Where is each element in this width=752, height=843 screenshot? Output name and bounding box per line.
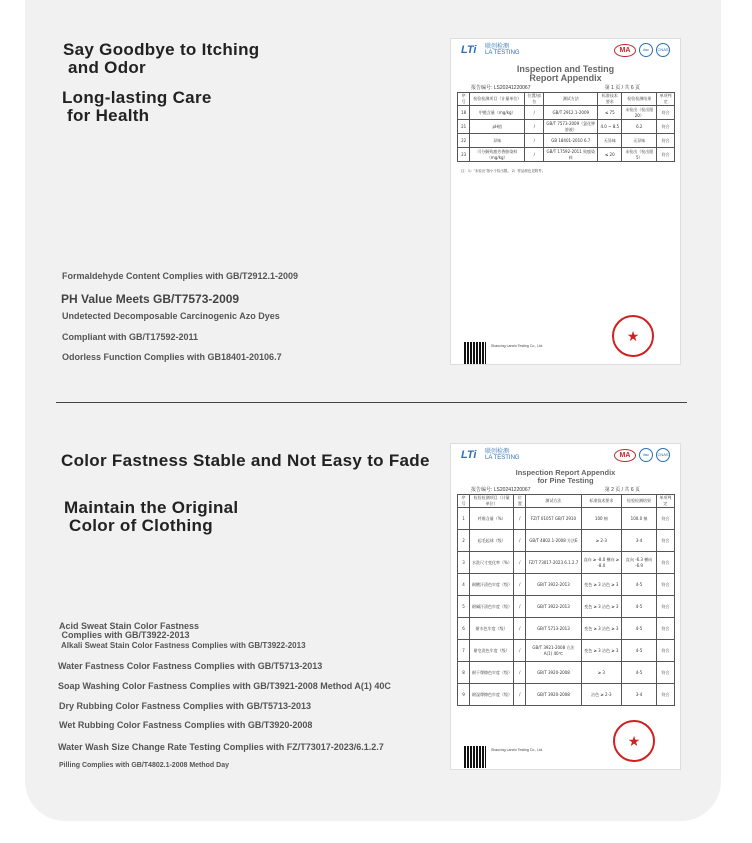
table-cell: 8 [458,662,470,684]
table-cell: 18 [458,106,470,120]
table-cell: 直向 ≥ -8.0 横向 ≥ -8.0 [581,552,622,574]
table-cell: ≥ 3 [581,662,622,684]
table-cell: 符合 [657,106,675,120]
cnas-cert-icon: ilac [639,448,653,462]
table-cell: 3-4 [622,684,657,706]
table-cell: 甲醛含量（mg/kg） [470,106,525,120]
heading-long-lasting-care [62,89,212,125]
spec-wash-size-change: Water Wash Size Change Rate Testing Complies with FZ/T73017-2023/6.1.2.7 [58,742,384,752]
table-cell: 3 [458,552,470,574]
certification-marks [614,43,670,57]
table-cell: GB 18401-2010 6.7 [544,134,598,148]
table-cell: FZ/T 01057 GB/T 2910 [526,508,581,530]
table-cell: GB/T 3922-2013 [526,596,581,618]
heading-line: and Odor [63,58,146,77]
table-cell: 标准技术要求 [581,495,622,508]
table-row [458,508,675,530]
footer-company: Shaoxing Lanxin Testing Co., Ltd. [491,748,544,752]
table-cell: ≤ 20 [598,148,622,162]
table-cell: 6 [458,618,470,640]
table-cell: / [514,662,526,684]
table-cell: 直向 -6.3 横向 -6.9 [622,552,657,574]
spec-dry-rubbing: Dry Rubbing Color Fastness Complies with GB/T5713-2013 [59,701,312,711]
table-cell: GB/T 5713-2013 [526,618,581,640]
table-cell: 耐水色牢度（级） [470,618,514,640]
table-cell: 符合 [656,552,674,574]
table-cell: GB/T 7573-2009（氯化钾溶液） [544,120,598,134]
spec-water-fastness: Water Fastness Color Fastness Complies with GB/T5713-2013 [58,661,323,671]
table-cell: 1 [458,508,470,530]
table-cell: GB/T 3921-2008 方法A(1) 40℃ [526,640,581,662]
table-cell: 序号 [458,93,470,106]
table-cell: / [514,596,526,618]
table-cell: 4-5 [622,640,657,662]
table-cell: / [525,120,544,134]
page-number: 第 2 页 / 共 6 页 [604,487,640,493]
table-cell: 耐碱汗渍色牢度（级） [470,596,514,618]
table-cell: 7 [458,640,470,662]
spec-wet-rubbing: Wet Rubbing Color Fastness Complies with GB/T3920-2008 [59,720,313,730]
table-cell: 变色 ≥ 3 沾色 ≥ 3 [581,574,622,596]
table-cell: 耐湿摩擦色牢度（级） [470,684,514,706]
report-note: 注：1）"未检出"指小于检出限。 2）样品颜色见附件。 [461,169,546,173]
table-cell: 无异味 [598,134,622,148]
table-cell: 3-4 [622,530,657,552]
table-cell: 符合 [657,148,675,162]
table-cell: 变色 ≥ 3 沾色 ≥ 3 [581,618,622,640]
heading-maintain-color [64,499,238,535]
table-cell: 符合 [656,530,674,552]
table-row [458,596,675,618]
table-row [458,618,675,640]
footer-company: Shaoxing Lanxin Testing Co., Ltd. [491,344,544,348]
table-row [458,530,675,552]
table-row [458,134,675,148]
table-cell: 序号 [458,495,470,508]
table-header-row [458,495,675,508]
table-cell: 水洗尺寸变化率（%） [470,552,514,574]
table-cell: 6.2 [622,120,657,134]
table-cell: / [525,148,544,162]
table-cell: 位置 [514,495,526,508]
heading-line: Color of Clothing [64,516,213,535]
table-row [458,640,675,662]
table-cell: 标准技术要求 [598,93,622,106]
table-cell: 符合 [656,596,674,618]
table-cell: / [525,106,544,120]
document-subtitle: for Pine Testing [537,476,594,485]
spec-acid-sweat-standard: Complies with GB/T3922-2013 [59,630,190,640]
table-cell: 单项判定 [657,93,675,106]
table-cell: 9 [458,684,470,706]
table-cell: 4-5 [622,662,657,684]
table-cell: GB/T 3920-2008 [526,662,581,684]
table-cell: 符合 [656,640,674,662]
table-cell: 符合 [657,134,675,148]
table-cell: 4.0 ~ 8.5 [598,120,622,134]
table-cell: 沾色 ≥ 2-3 [581,684,622,706]
table-cell: GB/T 3920-2008 [526,684,581,706]
table-cell: 4-5 [622,596,657,618]
ma-cert-icon: MA [614,449,636,462]
heading-color-fastness [61,452,430,470]
table-cell: 起毛起球（级） [470,530,514,552]
table-cell: 可分解致癌芳香胺染料（mg/kg） [470,148,525,162]
lt-testing-logo-sub: 联创检测 LA TESTING [485,449,520,461]
table-row [458,120,675,134]
table-cell: / [514,684,526,706]
spec-acid-sweat: Acid Sweat Stain Color Fastness [59,621,200,631]
table-cell: 测试方法 [544,93,598,106]
table-cell: 4-5 [622,618,657,640]
heading-line: Color Fastness Stable and Not Easy to Fade [61,451,430,470]
table-cell: / [514,640,526,662]
red-seal-stamp-icon: ★ [612,315,654,357]
lt-testing-logo: LTi [461,449,477,461]
document-title: Inspection and Testing [516,64,615,74]
table-cell: 2 [458,530,470,552]
table-cell: 23 [458,148,470,162]
heading-line: Long-lasting Care [62,88,212,107]
table-cell: 22 [458,134,470,148]
document-subtitle: Report Appendix [529,73,602,83]
lt-testing-logo-sub: 联创检测 LA TESTING [485,44,520,56]
heading-line: Maintain the Original [64,498,239,517]
heading-goodbye-itching [63,41,259,77]
table-cell: / [514,574,526,596]
table-cell: 符合 [657,120,675,134]
lt-testing-logo: LTi [461,44,477,56]
table-cell: 位置/部位 [525,93,544,106]
table-cell: 检验检测项目（计量单位） [470,495,514,508]
spec-soap-washing: Soap Washing Color Fastness Complies with GB/T3921-2008 Method A(1) 40C [58,681,391,691]
table-cell: 符合 [656,618,674,640]
report-table [457,494,675,706]
table-cell: 4-5 [622,574,657,596]
document-title: Inspection Report Appendix [515,468,616,477]
table-cell: / [514,618,526,640]
spec-formaldehyde: Formaldehyde Content Complies with GB/T2912.1-2009 [62,271,299,281]
page-number: 第 1 页 / 共 6 页 [604,85,640,91]
table-cell: 符合 [656,574,674,596]
table-row [458,662,675,684]
spec-ph-value: PH Value Meets GB/T7573-2009 [61,292,240,306]
table-cell: / [514,552,526,574]
table-cell: 检验检测项目（计量单位） [470,93,525,106]
table-cell: 100 棉 [581,508,622,530]
table-row [458,106,675,120]
table-cell: 21 [458,120,470,134]
table-cell: 检验检测结果 [622,495,657,508]
table-header-row [458,93,675,106]
qr-code-icon [464,746,486,768]
cnas-cert-icon: CNAS [656,43,670,57]
table-cell: 4 [458,574,470,596]
table-cell: 无异味 [622,134,657,148]
heading-line: Say Goodbye to Itching [63,40,260,59]
table-cell: pH值 [470,120,525,134]
table-row [458,552,675,574]
spec-alkali-sweat: Alkali Sweat Stain Color Fastness Complies with GB/T3922-2013 [61,641,306,650]
heading-line: for Health [62,106,150,125]
table-cell: 纤维含量（%） [470,508,514,530]
table-cell: 单项判定 [656,495,674,508]
table-row [458,574,675,596]
spec-pilling: Pilling Complies with GB/T4802.1-2008 Method Day [59,762,229,769]
spec-azo-dyes: Undetected Decomposable Carcinogenic Azo Dyes [62,311,280,321]
table-cell: / [514,508,526,530]
table-cell: 符合 [656,662,674,684]
spec-odorless: Odorless Function Complies with GB18401-20106.7 [62,352,282,362]
cnas-cert-icon: CNAS [656,448,670,462]
table-cell: 异味 [470,134,525,148]
table-row [458,684,675,706]
table-cell: 符合 [656,508,674,530]
table-cell: 测试方法 [526,495,581,508]
ma-cert-icon: MA [614,44,636,57]
table-cell: / [525,134,544,148]
certification-marks [614,448,670,462]
section-divider [56,402,687,403]
table-cell: / [514,530,526,552]
table-row [458,148,675,162]
test-report-document [450,443,681,770]
table-cell: 检验检测结果 [622,93,657,106]
cnas-cert-icon: ilac [639,43,653,57]
table-cell: 耐皂洗色牢度（级） [470,640,514,662]
red-seal-stamp-icon: ★ [613,720,655,762]
report-table [457,92,675,162]
table-cell: ≤ 75 [598,106,622,120]
table-cell: FZ/T 73017-2023 6.1.2.7 [526,552,581,574]
table-cell: GB/T 3922-2013 [526,574,581,596]
table-cell: 变色 ≥ 3 沾色 ≥ 3 [581,640,622,662]
table-cell: 符合 [656,684,674,706]
table-cell: 变色 ≥ 3 沾色 ≥ 3 [581,596,622,618]
table-cell: GB/T 4802.1-2008 方法E [526,530,581,552]
table-cell: 100.0 棉 [622,508,657,530]
report-number: 报告编号: LS20241220067 [471,487,531,493]
table-cell: GB/T 17592-2011 致癌染料 [544,148,598,162]
table-cell: 未检出（检出限20） [622,106,657,120]
table-cell: 未检出（检出限5） [622,148,657,162]
table-cell: GB/T 2912.1-2009 [544,106,598,120]
spec-gb17592: Compliant with GB/T17592-2011 [62,332,199,342]
table-cell: 耐干摩擦色牢度（级） [470,662,514,684]
table-cell: ≥ 2-3 [581,530,622,552]
table-cell: 耐酸汗渍色牢度（级） [470,574,514,596]
table-cell: 5 [458,596,470,618]
qr-code-icon [464,342,486,364]
test-report-document [450,38,681,365]
report-number: 报告编号: LS20241220067 [471,85,531,91]
